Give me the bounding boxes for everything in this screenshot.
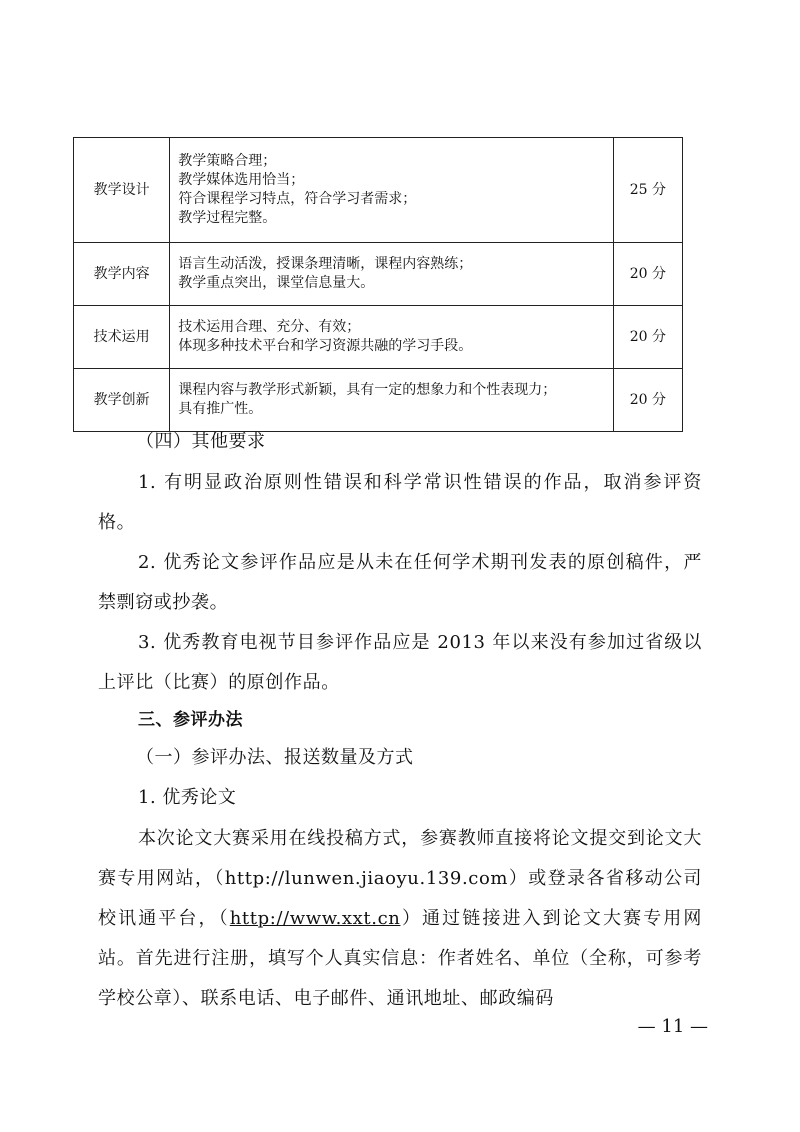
table-row [74, 369, 683, 432]
requirement-2: 2. 优秀论文参评作品应是从未在任何学术期刊发表的原创稿件，严禁剽窃或抄袭。 [98, 552, 702, 613]
description-line: 教学策略合理； [178, 153, 277, 169]
paragraph-text-end: ）通过链接进入到论文大赛专用网站。首先进行注册，填写个人真实信息：作者姓名、单位（全称，可参考学校公章）、联系电话、电子邮件、通讯地址、邮政编码 [98, 908, 703, 1009]
section-four-heading: （四）其他要求 [136, 431, 266, 452]
criterion-name: 教学创新 [74, 369, 170, 432]
criterion-description [170, 369, 613, 432]
criterion-description [170, 306, 613, 369]
criterion-name: 技术运用 [74, 306, 170, 369]
description-line: 具有推广性。 [178, 401, 263, 417]
table-row [74, 138, 683, 243]
requirement-1: 1. 有明显政治原则性错误和科学常识性错误的作品，取消参评资格。 [98, 472, 702, 533]
item-one-heading: 1. 优秀论文 [138, 787, 237, 808]
criterion-description [170, 243, 613, 306]
description-line: 课程内容与教学形式新颖，具有一定的想象力和个性表现力； [178, 382, 557, 398]
description-line: 教学媒体选用恰当； [178, 172, 305, 188]
description-line: 体现多种技术平台和学习资源共融的学习手段。 [178, 338, 473, 354]
description-line: 语言生动活泼，授课条理清晰，课程内容熟练； [178, 256, 473, 272]
criterion-score: 20 分 [613, 306, 682, 369]
description-line: 教学重点突出，课堂信息量大。 [178, 275, 375, 291]
criterion-score: 20 分 [613, 243, 682, 306]
description-line: 符合课程学习特点，符合学习者需求； [178, 191, 417, 207]
subsection-one-heading: （一）参评办法、报送数量及方式 [136, 747, 414, 768]
criterion-name: 教学设计 [74, 138, 170, 243]
criterion-description [170, 138, 613, 243]
description-line: 教学过程完整。 [178, 210, 277, 226]
submission-paragraph [98, 819, 702, 1019]
page-number: — 11 — [637, 1016, 708, 1037]
requirement-3: 3. 优秀教育电视节目参评作品应是 2013 年以来没有参加过省级以上评比（比赛）的原创作品。 [98, 632, 702, 693]
table-row [74, 243, 683, 306]
criterion-score: 25 分 [613, 138, 682, 243]
table-row [74, 306, 683, 369]
paragraph-text-start: 本次论文大赛采用在线投稿方式，参赛教师直接将论文提交到论文大赛专用网站，（http://lunwen.jiaoyu.139.com）或登录各省移动公司校讯通平台，（ [98, 828, 702, 929]
xxt-link[interactable]: http://www.xxt.cn [229, 908, 401, 929]
criterion-score: 20 分 [613, 369, 682, 432]
evaluation-criteria-table [73, 137, 683, 432]
criterion-name: 教学内容 [74, 243, 170, 306]
description-line: 技术运用合理、充分、有效； [178, 319, 361, 335]
section-three-heading: 三、参评办法 [138, 710, 243, 730]
